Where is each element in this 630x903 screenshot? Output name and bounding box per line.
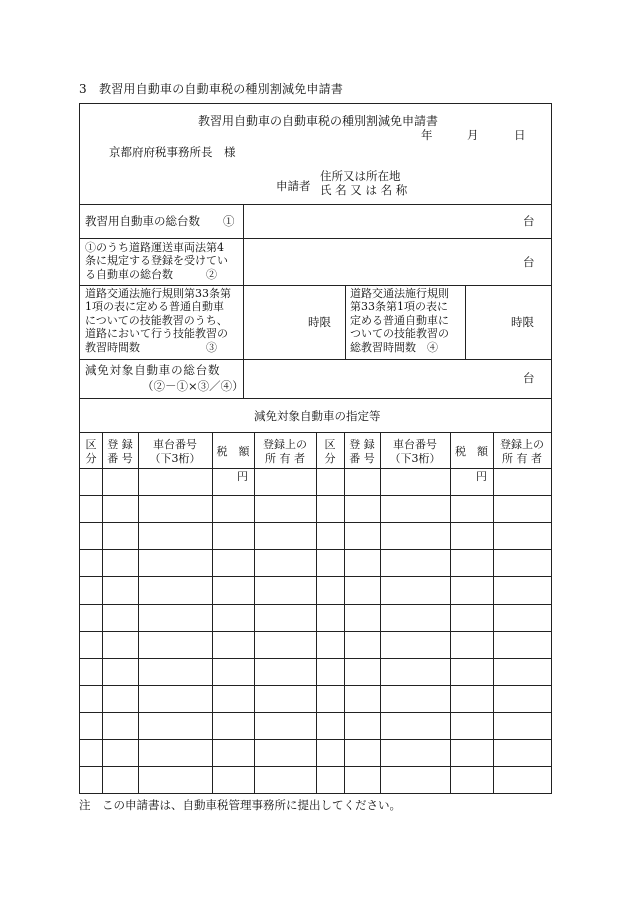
exempt-vehicles-label: 減免対象自動車の総台数 bbox=[85, 363, 221, 377]
address-label: 住所又は所在地 bbox=[320, 169, 401, 183]
header-tax-left: 税 額 bbox=[216, 445, 250, 458]
table-row-divider bbox=[80, 495, 551, 496]
header-tax-right: 税 額 bbox=[455, 445, 488, 458]
yen-unit-left: 円 bbox=[237, 470, 248, 483]
header-kubun-left: 区 分 bbox=[85, 438, 97, 465]
date-year: 年 bbox=[421, 128, 433, 142]
date-day: 日 bbox=[514, 128, 526, 142]
table-row-divider bbox=[80, 658, 551, 659]
table-row-divider bbox=[80, 631, 551, 632]
table-row-divider bbox=[80, 712, 551, 713]
name-label: 氏 名 又 は 名 称 bbox=[320, 183, 408, 197]
application-form bbox=[79, 103, 552, 794]
exempt-vehicles-unit: 台 bbox=[523, 371, 535, 385]
header-owner-right: 登録上の 所 有 者 bbox=[500, 438, 544, 465]
total-vehicles-label: 教習用自動車の総台数 ① bbox=[85, 214, 235, 228]
registered-vehicles-unit: 台 bbox=[523, 255, 535, 269]
table-row-divider bbox=[80, 604, 551, 605]
header-owner-left: 登録上の 所 有 者 bbox=[263, 438, 307, 465]
header-chassis-left: 車台番号 （下3桁） bbox=[149, 438, 201, 465]
table-row-divider bbox=[80, 685, 551, 686]
designation-title: 減免対象自動車の指定等 bbox=[254, 409, 381, 423]
header-kubun-right: 区 分 bbox=[324, 438, 336, 465]
table-row-divider bbox=[80, 522, 551, 523]
registered-vehicles-label: ①のうち道路運送車両法第4 条に規定する登録を受けてい る自動車の総台数 ② bbox=[85, 241, 228, 281]
road-training-hours-label: 道路交通法施行規則第33条第 1項の表に定める普通自動車 についての技能教習のうち、 道路において行う技能教習の 教習時間数 ③ bbox=[85, 287, 231, 354]
total-training-hours-unit: 時限 bbox=[511, 315, 534, 329]
form-title: 教習用自動車の自動車税の種別割減免申請書 bbox=[198, 114, 439, 128]
table-row-divider bbox=[80, 766, 551, 767]
header-reg-no-right: 登 録 番 号 bbox=[349, 438, 375, 465]
addressee: 京都府府税事務所長 様 bbox=[109, 145, 236, 159]
total-vehicles-unit: 台 bbox=[523, 214, 535, 228]
yen-unit-right: 円 bbox=[476, 470, 487, 483]
total-training-hours-label: 道路交通法施行規則 第33条第1項の表に 定める普通自動車に ついての技能教習の 総教習時間数 ④ bbox=[350, 287, 449, 354]
applicant-label: 申請者 bbox=[276, 179, 311, 193]
exempt-vehicles-formula: （②－①×③／④） bbox=[142, 379, 244, 393]
road-training-hours-unit: 時限 bbox=[308, 315, 331, 329]
header-chassis-right: 車台番号 （下3桁） bbox=[389, 438, 441, 465]
table-row-divider bbox=[80, 549, 551, 550]
section-heading: 3 教習用自動車の自動車税の種別割減免申請書 bbox=[79, 82, 344, 96]
table-row-divider bbox=[80, 576, 551, 577]
date-month: 月 bbox=[467, 128, 479, 142]
footnote: 注 この申請書は、自動車税管理事務所に提出してください。 bbox=[79, 798, 401, 812]
header-reg-no-left: 登 録 番 号 bbox=[107, 438, 133, 465]
table-row-divider bbox=[80, 739, 551, 740]
